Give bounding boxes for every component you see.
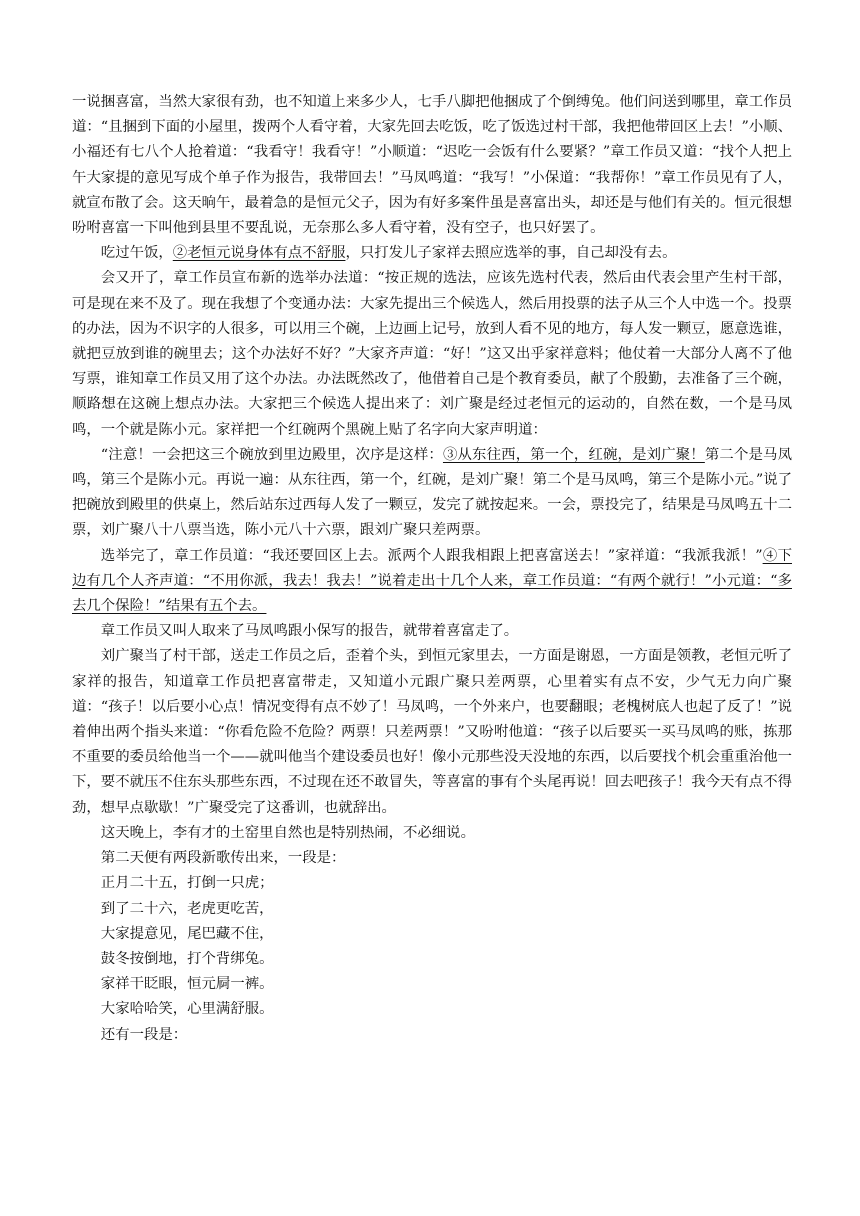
paragraph-10: 还有一段是：: [100, 1026, 188, 1043]
paragraph-4-text-b: 第二个是马凤鸣，第三个是陈小元。再说一遍：从东往西，第一个，红碗，是刘广聚！第二个是马凤鸣，第三个是陈小元。”说了把碗放到殿里的供桌上，然后站东过西每人发了一颗豆，发完了就按起来。一会，票投完了，结果是马凤鸣五十二票，刘广聚八十八票当选，陈小元八十六票，跟刘广聚只差两票。: [72, 446, 792, 539]
underlined-sentence-4: ④下边有几个人齐声道：“不用你派，我去！我去！”说着走出十几个人来，章工作员道：“有两个就行！”小元道：“多去几个保险！”结果有五个去。: [72, 547, 792, 615]
paragraph-9: 第二天便有两段新歌传出来，一段是：: [100, 850, 346, 867]
paragraph-1: 一说捆喜富，当然大家很有劲，也不知道上来多少人，七手八脚把他捆成了个倒缚兔。他们问送到哪里，章工作员道：“且捆到下面的小屋里，拨两个人看守着，大家先回去吃饭，吃了饭选过村干部，我把他带回区上去！”小顺、小福还有七八个人抢着道：“我看守！我看守！”小顺道：“迟吃一会饭有什么要紧？”章工作员又道：“找个人把上午大家提的意见写成个单子作为报告，我带回去！”马凤鸣道：“我写！”小保道：“我帮你！”章工作员见有了人，就宣布散了会。这天晌午，最着急的是恒元父子，因为有好多案件虽是喜富出头，却还是与他们有关的。恒元很想吩咐喜富一下叫他到县里不要乱说，无奈那么多人看守着，没有空子，也只好罢了。: [72, 94, 792, 237]
song-line: 到了二十六，老虎更吃苦，: [100, 900, 274, 917]
paragraph-2-text-a: 吃过午饭，: [100, 245, 173, 262]
paragraph-2-text-b: ，只打发儿子家祥去照应选举的事，自己却没有去。: [345, 245, 677, 262]
underlined-sentence-3: ③从东往西，第一个，红碗，是刘广聚！: [442, 446, 705, 463]
paragraph-6: 章工作员又叫人取来了马凤鸣跟小保写的报告，就带着喜富走了。: [100, 623, 519, 640]
underlined-sentence-2: ②老恒元说身体有点不舒服: [172, 245, 346, 262]
song-line: 大家提意见，尾巴藏不住，: [100, 925, 274, 942]
document-page: [72, 90, 792, 1048]
paragraph-3: 会又开了，章工作员宣布新的选举办法道：“按正规的选法，应该先选村代表，然后由代表会里产生村干部，可是现在来不及了。现在我想了个变通办法：大家先提出三个候选人，然后用投票的法子从三个人中选一个。投票的办法，因为不识字的人很多，可以用三个碗，上边画上记号，放到人看不见的地方，每人发一颗豆，愿意选谁，就把豆放到谁的碗里去；这个办法好不好？”大家齐声道：“好！”这又出乎家祥意料；他仗着一大部分人离不了他写票，谁知章工作员又用了这个办法。办法既然改了，他借着自己是个教育委员，献了个殷勤，去准备了三个碗，顺路想在这碗上想点办法。大家把三个候选人提出来了：刘广聚是经过老恒元的运动的，自然在数，一个是马凤鸣，一个就是陈小元。家祥把一个红碗两个黑碗上贴了名字向大家声明道：: [72, 270, 792, 438]
song-verse: [72, 871, 792, 1022]
song-line: 大家哈哈笑，心里满舒服。: [100, 1001, 274, 1018]
paragraph-5: [72, 544, 792, 620]
paragraph-7: 刘广聚当了村干部，送走工作员之后，歪着个头，到恒元家里去，一方面是谢恩，一方面是领教，老恒元听了家祥的报告，知道章工作员把喜富带走，又知道小元跟广聚只差两票，心里着实有点不安，少气无力向广聚道：“孩子！以后要小心点！情况变得有点不妙了！马凤鸣，一个外来户，也要翻眼；老槐树底人也起了反了！”说着伸出两个指头来道：“你看危险不危险？两票！只差两票！”又吩咐他道：“孩子以后要买一买马凤鸣的账，拣那不重要的委员给他当一个——就叫他当个建设委员也好！像小元那些没天没地的东西，以后要找个机会重重治他一下，要不就压不住东头那些东西，不过现在还不敢冒失，等喜富的事有个头尾再说！回去吧孩子！我今天有点不得劲，想早点歇歇！”广聚受完了这番训，也就辞出。: [72, 648, 792, 816]
song-line: 鼓冬按倒地，打个背绑兔。: [100, 950, 274, 967]
paragraph-8: 这天晚上，李有才的土窑里自然也是特别热闹，不必细说。: [100, 824, 475, 841]
paragraph-5-text-a: 选举完了，章工作员道：“我还要回区上去。派两个人跟我相跟上把喜富送去！”家祥道：“我派我派！”: [100, 547, 763, 564]
song-line: 正月二十五，打倒一只虎；: [100, 875, 274, 892]
paragraph-2: [72, 241, 792, 266]
paragraph-4: [72, 443, 792, 544]
paragraph-4-text-a: “注意！一会把这三个碗放到里边殿里，次序是这样：: [100, 446, 443, 463]
song-line: 家祥干眨眼，恒元屙一裤。: [100, 976, 274, 993]
